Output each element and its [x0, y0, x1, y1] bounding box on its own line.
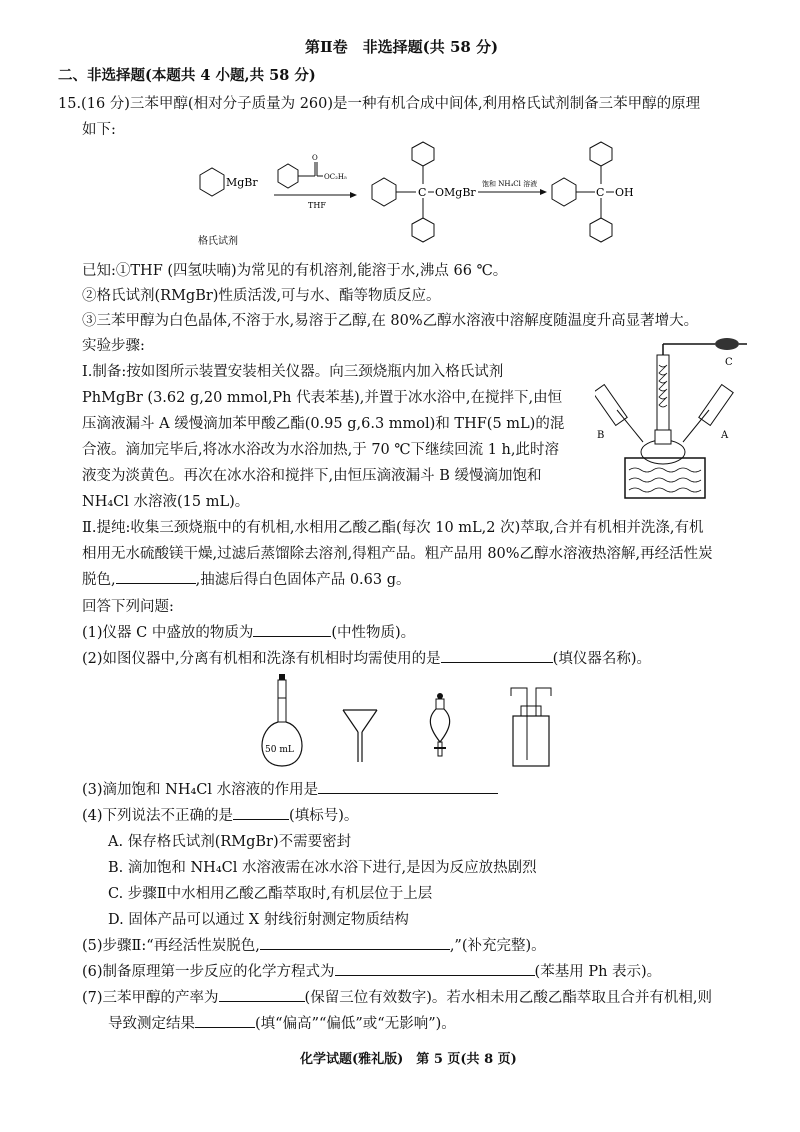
step2-line3: [82, 568, 411, 589]
reagent1-text: MgBr: [226, 176, 258, 189]
instrument-options: [255, 670, 565, 772]
answer-blank-3[interactable]: [318, 779, 498, 794]
option-b: B. 滴加饱和 NH₄Cl 水溶液需在冰水浴下进行,是因为反应放热剧烈: [108, 860, 537, 876]
steps-label: 实验步骤:: [82, 338, 145, 354]
question-intro-line2: 如下:: [82, 122, 116, 138]
benzene-ring: [590, 142, 612, 166]
q3-text: (3)滴加饱和 NH₄Cl 水溶液的作用是: [82, 782, 319, 798]
q6-suffix: (苯基用 Ph 表示)。: [534, 964, 662, 980]
answer-blank-2[interactable]: [441, 648, 553, 663]
q5-text: (5)步骤Ⅱ:“再经活性炭脱色,: [82, 938, 260, 954]
q4-text: (4)下列说法不正确的是: [82, 808, 234, 824]
dropping-funnel-a: [699, 385, 733, 426]
answer-blank-4[interactable]: [233, 805, 289, 820]
step1-line1: Ⅰ.制备:按如图所示装置安装相关仪器。向三颈烧瓶内加入格氏试剂: [82, 364, 504, 380]
intermediate-c: C: [418, 186, 427, 199]
step2-line1: Ⅱ.提纯:收集三颈烧瓶中的有机相,水相用乙酸乙酯(每次 10 mL,2 次)萃取,合并有机相并洗涤,有机: [82, 520, 704, 536]
option-c: C. 步骤Ⅱ中水相用乙酸乙酯萃取时,有机层位于上层: [108, 886, 433, 902]
q5-suffix: ,”(补充完整)。: [449, 938, 546, 954]
carbonyl-o: O: [312, 154, 318, 162]
q7-suffix: (保留三位有效数字)。若水相未用乙酸乙酯萃取且合并有机相,则: [304, 990, 712, 1006]
label-b: B: [597, 430, 605, 441]
question-2: [82, 647, 651, 668]
benzene-ring: [372, 178, 396, 206]
product-c: C: [596, 186, 605, 199]
dropping-funnel-b: [595, 385, 627, 426]
flask-label: 50 mL: [265, 745, 294, 755]
arrow1-bottom-text: THF: [308, 201, 326, 210]
section-heading: 二、非选择题(本题共 4 小题,共 58 分): [58, 67, 316, 84]
question-6: [82, 960, 661, 981]
answer-blank-5[interactable]: [260, 935, 450, 950]
intermediate-group: OMgBr: [435, 186, 476, 199]
apparatus-diagram: [595, 330, 765, 510]
question-intro-line1: 15.(16 分)三苯甲醇(相对分子质量为 260)是一种有机合成中间体,利用格氏试剂制备三苯甲醇的原理: [58, 96, 701, 112]
drying-tube-c: [715, 338, 739, 350]
benzene-ring: [200, 168, 224, 196]
question-7-line1: [82, 986, 712, 1007]
benzene-ring: [412, 218, 434, 242]
benzene-ring: [552, 178, 576, 206]
q7-text-2: 导致测定结果: [108, 1016, 195, 1032]
q7-text: (7)三苯甲醇的产率为: [82, 990, 219, 1006]
q1-text: (1)仪器 C 中盛放的物质为: [82, 625, 254, 641]
answer-intro: 回答下列问题:: [82, 599, 174, 615]
step1-line6: NH₄Cl 水溶液(15 mL)。: [82, 494, 250, 510]
q4-suffix: (填标号)。: [289, 808, 359, 824]
known-1: 已知:①THF (四氢呋喃)为常见的有机溶剂,能溶于水,沸点 66 ℃。: [82, 263, 508, 279]
page-footer: 化学试题(雅礼版) 第 5 页(共 8 页): [300, 1052, 517, 1067]
step1-line3: 压滴液漏斗 A 缓慢滴加苯甲酸乙酯(0.95 g,6.3 mmol)和 THF(5 mL)的混: [82, 416, 565, 432]
q2-suffix: (填仪器名称)。: [552, 651, 651, 667]
funnel: [343, 710, 377, 762]
step2-line2: 相用无水硫酸镁干燥,过滤后蒸馏除去溶剂,得粗产品。粗产品用 80%乙醇水溶液热溶解,再经活性炭: [82, 546, 713, 562]
arrow1-top-text: OC₂H₅: [324, 173, 347, 181]
q7-suffix-2: (填“偏高”“偏低”或“无影响”)。: [255, 1016, 456, 1032]
question-4: [82, 804, 358, 825]
gas-washing-bottle: [511, 688, 551, 766]
q1-suffix: (中性物质)。: [331, 625, 416, 641]
answer-blank-6[interactable]: [335, 961, 535, 976]
step1-line5: 液变为淡黄色。再次在冰水浴和搅拌下,由恒压滴液漏斗 B 缓慢滴加饱和: [82, 468, 542, 484]
separatory-funnel: [430, 693, 449, 756]
q6-text: (6)制备原理第一步反应的化学方程式为: [82, 964, 335, 980]
benzene-ring: [278, 164, 298, 188]
label-c: C: [725, 357, 733, 368]
volumetric-flask: [262, 674, 302, 766]
reaction-scheme: [190, 140, 650, 255]
label-a: A: [721, 430, 729, 441]
question-5: [82, 934, 546, 955]
page-title: 第Ⅱ卷 非选择题(共 58 分): [305, 38, 499, 56]
question-1: [82, 621, 415, 642]
step1-line2: PhMgBr (3.62 g,20 mmol,Ph 代表苯基),并置于冰水浴中,在搅拌下,由恒: [82, 390, 563, 406]
product-group: OH: [615, 186, 634, 199]
option-a: A. 保存格氏试剂(RMgBr)不需要密封: [108, 834, 352, 850]
reagent1-label: 格氏试剂: [198, 236, 238, 247]
question-7-line2: [108, 1012, 456, 1033]
q2-text: (2)如图仪器中,分离有机相和洗涤有机相时均需使用的是: [82, 651, 441, 667]
step2-line3-a: 脱色,: [82, 572, 116, 588]
answer-blank[interactable]: [116, 569, 196, 584]
option-d: D. 固体产品可以通过 X 射线衍射测定物质结构: [108, 912, 409, 928]
answer-blank-8[interactable]: [195, 1013, 255, 1028]
answer-blank-7[interactable]: [219, 987, 305, 1002]
arrow2-top-text: 饱和 NH₄Cl 溶液: [482, 180, 538, 188]
known-2: ②格氏试剂(RMgBr)性质活泼,可与水、酯等物质反应。: [82, 288, 441, 304]
step2-line3-b: ,抽滤后得白色固体产品 0.63 g。: [195, 572, 411, 588]
benzene-ring: [412, 142, 434, 166]
question-3: [82, 778, 498, 799]
benzene-ring: [590, 218, 612, 242]
known-3: ③三苯甲醇为白色晶体,不溶于水,易溶于乙醇,在 80%乙醇水溶液中溶解度随温度升高显著增大。: [82, 313, 699, 329]
answer-blank-1[interactable]: [253, 622, 331, 637]
step1-line4: 合液。滴加完毕后,将冰水浴改为水浴加热,于 70 ℃下继续回流 1 h,此时溶: [82, 442, 559, 458]
